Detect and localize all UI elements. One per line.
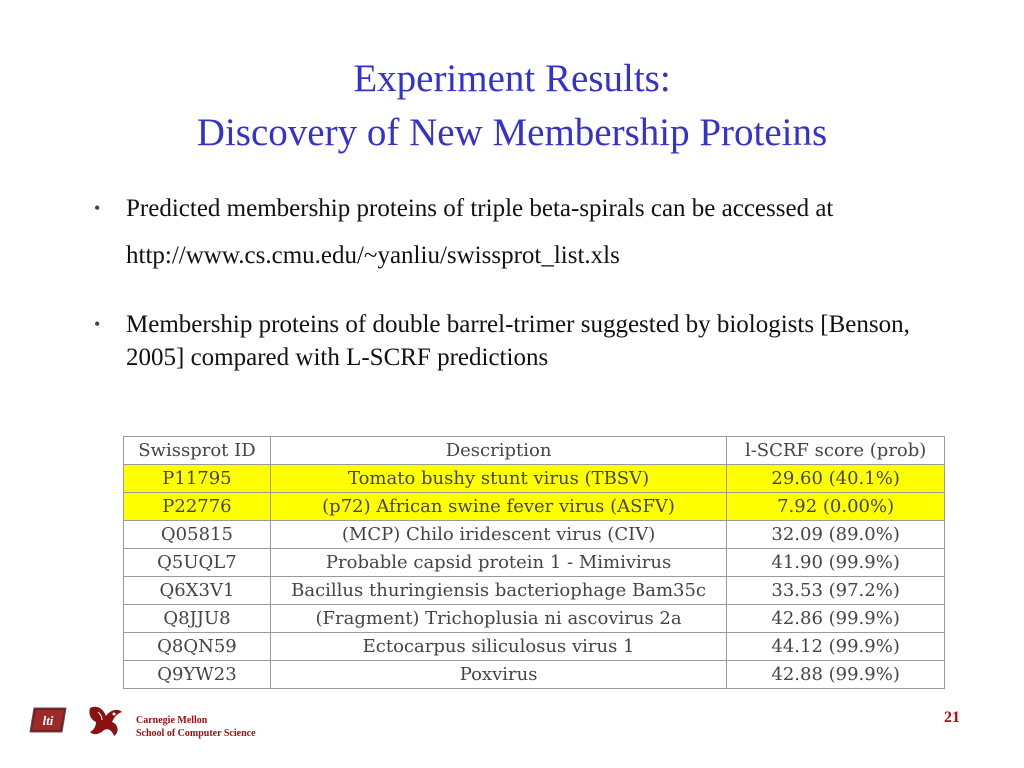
cell-score: 44.12 (99.9%) xyxy=(727,633,945,661)
cell-description: Bacillus thuringiensis bacteriophage Bam35c xyxy=(270,577,726,605)
dataset-url: http://www.cs.cmu.edu/~yanliu/swissprot_list.xls xyxy=(126,242,620,269)
bullet-item-predicted xyxy=(94,192,954,272)
table-row xyxy=(124,549,945,577)
cell-score: 32.09 (89.0%) xyxy=(727,521,945,549)
cell-score: 7.92 (0.00%) xyxy=(727,493,945,521)
cell-id: Q6X3V1 xyxy=(124,577,271,605)
lti-logo-icon xyxy=(28,706,68,734)
title-line-2: Discovery of New Membership Proteins xyxy=(196,111,828,154)
cell-score: 42.86 (99.9%) xyxy=(727,605,945,633)
cell-score: 41.90 (99.9%) xyxy=(727,549,945,577)
bullet-dot-icon: • xyxy=(94,198,101,218)
cell-description: (p72) African swine fever virus (ASFV) xyxy=(270,493,726,521)
cell-id: Q8QN59 xyxy=(124,633,271,661)
table-row xyxy=(124,661,945,689)
bullet-text: Predicted membership proteins of triple beta-spirals can be accessed at xyxy=(126,195,834,222)
institution-line-1: Carnegie Mellon xyxy=(136,715,208,726)
table-row xyxy=(124,521,945,549)
cell-id: P22776 xyxy=(124,493,271,521)
protein-table xyxy=(123,436,945,689)
bullet-text: Membership proteins of double barrel-trimer suggested by biologists [Benson, 2005] compared with L-SCRF predictions xyxy=(126,311,910,371)
cell-score: 33.53 (97.2%) xyxy=(727,577,945,605)
cell-description: (Fragment) Trichoplusia ni ascovirus 2a xyxy=(270,605,726,633)
cell-score: 29.60 (40.1%) xyxy=(727,465,945,493)
cell-description: Ectocarpus siliculosus virus 1 xyxy=(270,633,726,661)
institution-line-2: School of Computer Science xyxy=(136,728,256,739)
cell-description: Tomato bushy stunt virus (TBSV) xyxy=(270,465,726,493)
cell-description: (MCP) Chilo iridescent virus (CIV) xyxy=(270,521,726,549)
cell-id: Q9YW23 xyxy=(124,661,271,689)
bullet-dot-icon: • xyxy=(94,314,101,334)
table-row xyxy=(124,633,945,661)
dragon-icon xyxy=(84,702,124,740)
header-description: Description xyxy=(270,437,726,465)
table-header-row xyxy=(124,437,945,465)
page-number: 21 xyxy=(944,709,960,726)
institution-name xyxy=(136,714,256,740)
cell-score: 42.88 (99.9%) xyxy=(727,661,945,689)
table-row xyxy=(124,577,945,605)
bullet-list xyxy=(94,192,954,374)
cell-id: Q5UQL7 xyxy=(124,549,271,577)
title-line-1: Experiment Results: xyxy=(353,57,671,100)
header-score: l-SCRF score (prob) xyxy=(727,437,945,465)
cell-id: P11795 xyxy=(124,465,271,493)
cell-id: Q8JJU8 xyxy=(124,605,271,633)
cell-description: Poxvirus xyxy=(270,661,726,689)
table-row xyxy=(124,605,945,633)
table-row xyxy=(124,493,945,521)
cell-id: Q05815 xyxy=(124,521,271,549)
cell-description: Probable capsid protein 1 - Mimivirus xyxy=(270,549,726,577)
header-swissprot-id: Swissprot ID xyxy=(124,437,271,465)
bullet-item-double-barrel xyxy=(94,308,954,374)
lti-logo-text: lti xyxy=(42,713,54,728)
table-row xyxy=(124,465,945,493)
slide-title xyxy=(0,52,1024,160)
